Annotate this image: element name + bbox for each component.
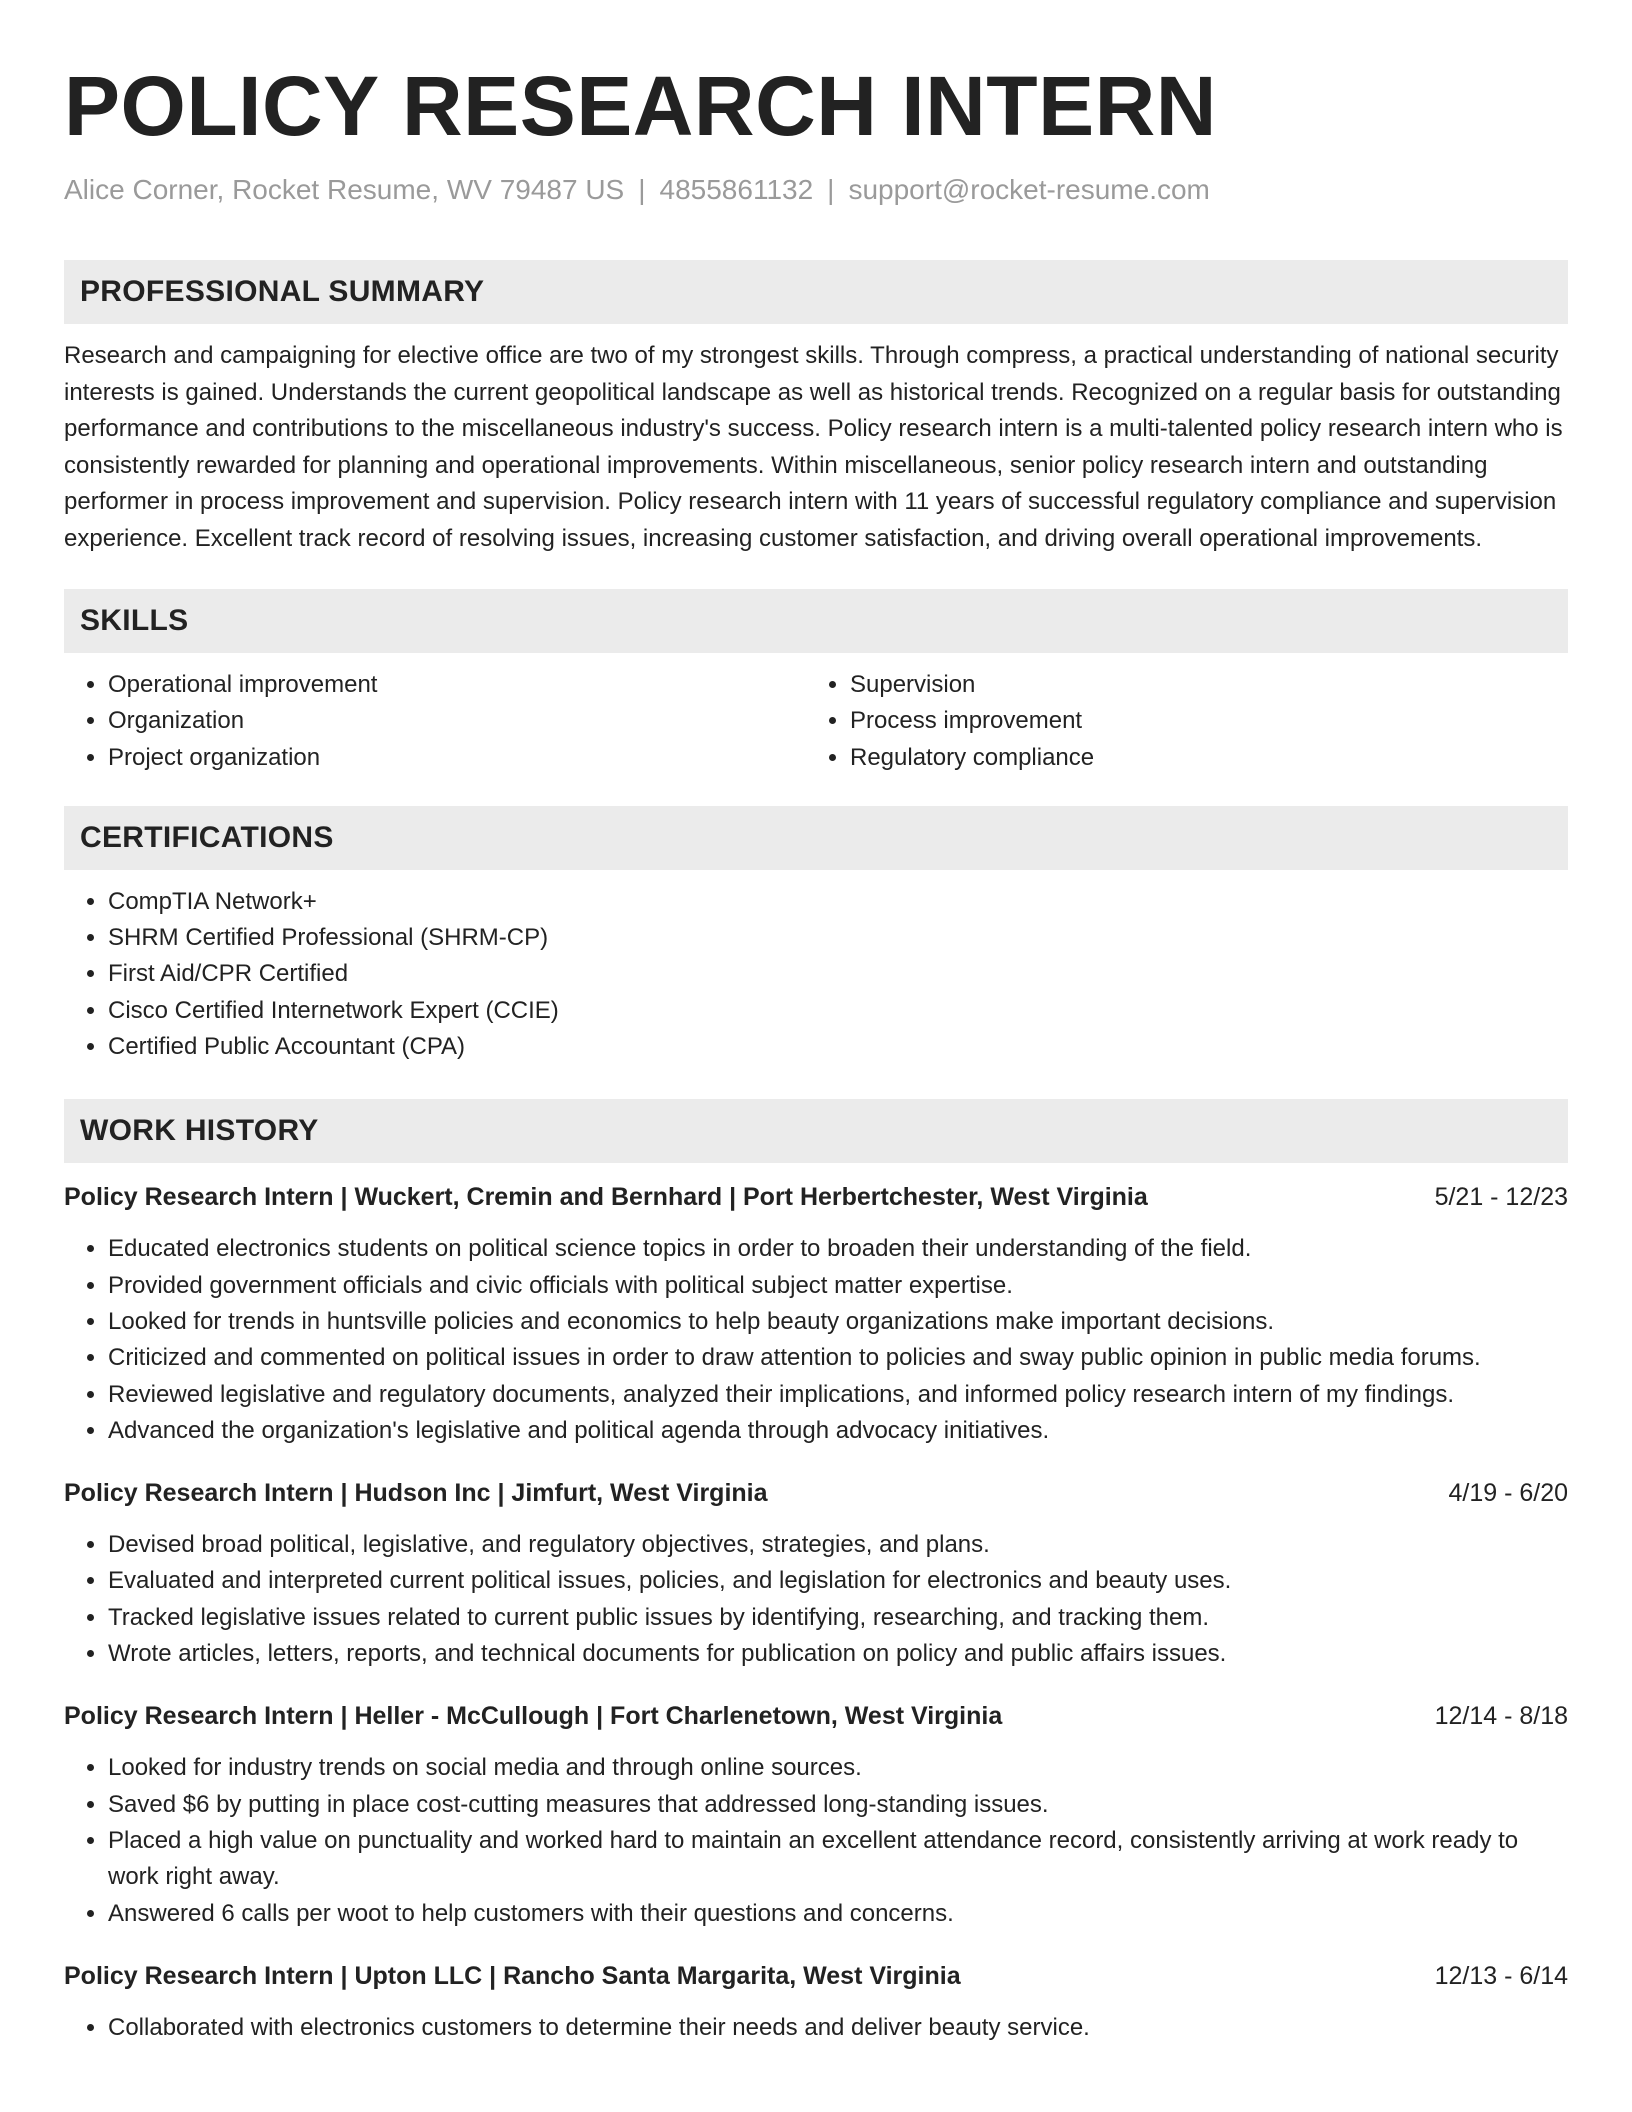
job-entry xyxy=(64,1958,1568,2046)
skill-item: • Process improvement xyxy=(850,703,1548,739)
job-header xyxy=(64,1179,1568,1215)
skills-list-left xyxy=(64,667,806,776)
skill-item: • Regulatory compliance xyxy=(850,740,1548,776)
contact-email[interactable]: support@rocket-resume.com xyxy=(848,174,1210,205)
job-bullet: • Criticized and commented on political issues in order to draw attention to policies and sway public opinion in public media forums. xyxy=(108,1340,1568,1376)
job-bullet: • Wrote articles, letters, reports, and technical documents for publication on policy and public affairs issues. xyxy=(108,1636,1568,1672)
skills-list-right xyxy=(806,667,1548,776)
contact-separator: | xyxy=(638,174,646,205)
section-heading-certifications: CERTIFICATIONS xyxy=(64,806,1568,870)
job-bullets xyxy=(64,1231,1568,1449)
job-bullet: • Placed a high value on punctuality and worked hard to maintain an excellent attendance record, consistently arriving at work ready to work right away. xyxy=(108,1823,1568,1896)
job-bullet: • Answered 6 calls per woot to help customers with their questions and concerns. xyxy=(108,1896,1568,1932)
job-bullet: • Advanced the organization's legislative and political agenda through advocacy initiatives. xyxy=(108,1413,1568,1449)
job-dates: 12/14 - 8/18 xyxy=(1434,1702,1568,1731)
job-entry xyxy=(64,1475,1568,1672)
contact-address: Alice Corner, Rocket Resume, WV 79487 US xyxy=(64,174,625,205)
job-title: Policy Research Intern | Wuckert, Cremin and Bernhard | Port Herbertchester, West Virginia xyxy=(64,1183,1148,1212)
skill-item: • Supervision xyxy=(850,667,1548,703)
job-header xyxy=(64,1698,1568,1734)
job-bullet: • Tracked legislative issues related to current public issues by identifying, researching, and tracking them. xyxy=(108,1600,1568,1636)
job-bullet: • Reviewed legislative and regulatory documents, analyzed their implications, and informed policy research intern of my findings. xyxy=(108,1377,1568,1413)
summary-paragraph: Research and campaigning for elective office are two of my strongest skills. Through compress, a practical understanding of national security interests is gained. Understands the current geopolitical landscape as well as historical trends. Recognized on a regular basis for outstanding performance and contributions to the miscellaneous industry's success. Policy research intern is a multi-talented policy research intern who is consistently rewarded for planning and operational improvements. Within miscellaneous, senior policy research intern and outstanding performer in process improvement and supervision. Policy research intern with 11 years of successful regulatory compliance and supervision experience. Excellent track record of resolving issues, increasing customer satisfaction, and driving overall operational improvements. xyxy=(64,342,1563,552)
job-dates: 12/13 - 6/14 xyxy=(1434,1961,1568,1990)
job-bullet: • Looked for industry trends on social media and through online sources. xyxy=(108,1750,1568,1786)
section-heading-work-history: WORK HISTORY xyxy=(64,1099,1568,1163)
certification-item: • Certified Public Accountant (CPA) xyxy=(108,1029,1568,1065)
certification-item: • SHRM Certified Professional (SHRM-CP) xyxy=(108,920,1568,956)
job-dates: 4/19 - 6/20 xyxy=(1448,1479,1568,1508)
job-title: Policy Research Intern | Upton LLC | Rancho Santa Margarita, West Virginia xyxy=(64,1961,961,1990)
certifications-list xyxy=(64,884,1568,1065)
job-bullets xyxy=(64,2010,1568,2046)
certification-item: • Cisco Certified Internetwork Expert (CCIE) xyxy=(108,993,1568,1029)
certification-item: • CompTIA Network+ xyxy=(108,884,1568,920)
job-bullet: • Evaluated and interpreted current political issues, policies, and legislation for electronics and beauty uses. xyxy=(108,1563,1568,1599)
job-title: Policy Research Intern | Heller - McCullough | Fort Charlenetown, West Virginia xyxy=(64,1702,1003,1731)
resume-title: POLICY RESEARCH INTERN xyxy=(64,59,1217,153)
contact-separator: | xyxy=(827,174,835,205)
skill-item: • Operational improvement xyxy=(108,667,806,703)
job-bullets xyxy=(64,1527,1568,1672)
job-bullet: • Devised broad political, legislative, and regulatory objectives, strategies, and plans. xyxy=(108,1527,1568,1563)
job-entry xyxy=(64,1698,1568,1931)
certification-item: • First Aid/CPR Certified xyxy=(108,956,1568,992)
job-entry xyxy=(64,1179,1568,1449)
job-bullet: • Educated electronics students on political science topics in order to broaden their understanding of the field. xyxy=(108,1231,1568,1267)
skill-item: • Project organization xyxy=(108,740,806,776)
skill-item: • Organization xyxy=(108,703,806,739)
job-header xyxy=(64,1475,1568,1511)
job-dates: 5/21 - 12/23 xyxy=(1434,1183,1568,1212)
job-bullet: • Provided government officials and civic officials with political subject matter expertise. xyxy=(108,1268,1568,1304)
skills-grid xyxy=(64,653,1568,776)
contact-line xyxy=(64,174,1568,206)
job-bullet: • Saved $6 by putting in place cost-cutting measures that addressed long-standing issues. xyxy=(108,1787,1568,1823)
job-bullet: • Collaborated with electronics customers to determine their needs and deliver beauty service. xyxy=(108,2010,1568,2046)
job-bullets xyxy=(64,1750,1568,1931)
job-header xyxy=(64,1958,1568,1994)
contact-phone: 4855861132 xyxy=(659,174,814,205)
job-title: Policy Research Intern | Hudson Inc | Jimfurt, West Virginia xyxy=(64,1479,768,1508)
section-heading-skills: SKILLS xyxy=(64,589,1568,653)
job-bullet: • Looked for trends in huntsville policies and economics to help beauty organizations make important decisions. xyxy=(108,1304,1568,1340)
section-heading-summary: PROFESSIONAL SUMMARY xyxy=(64,260,1568,324)
